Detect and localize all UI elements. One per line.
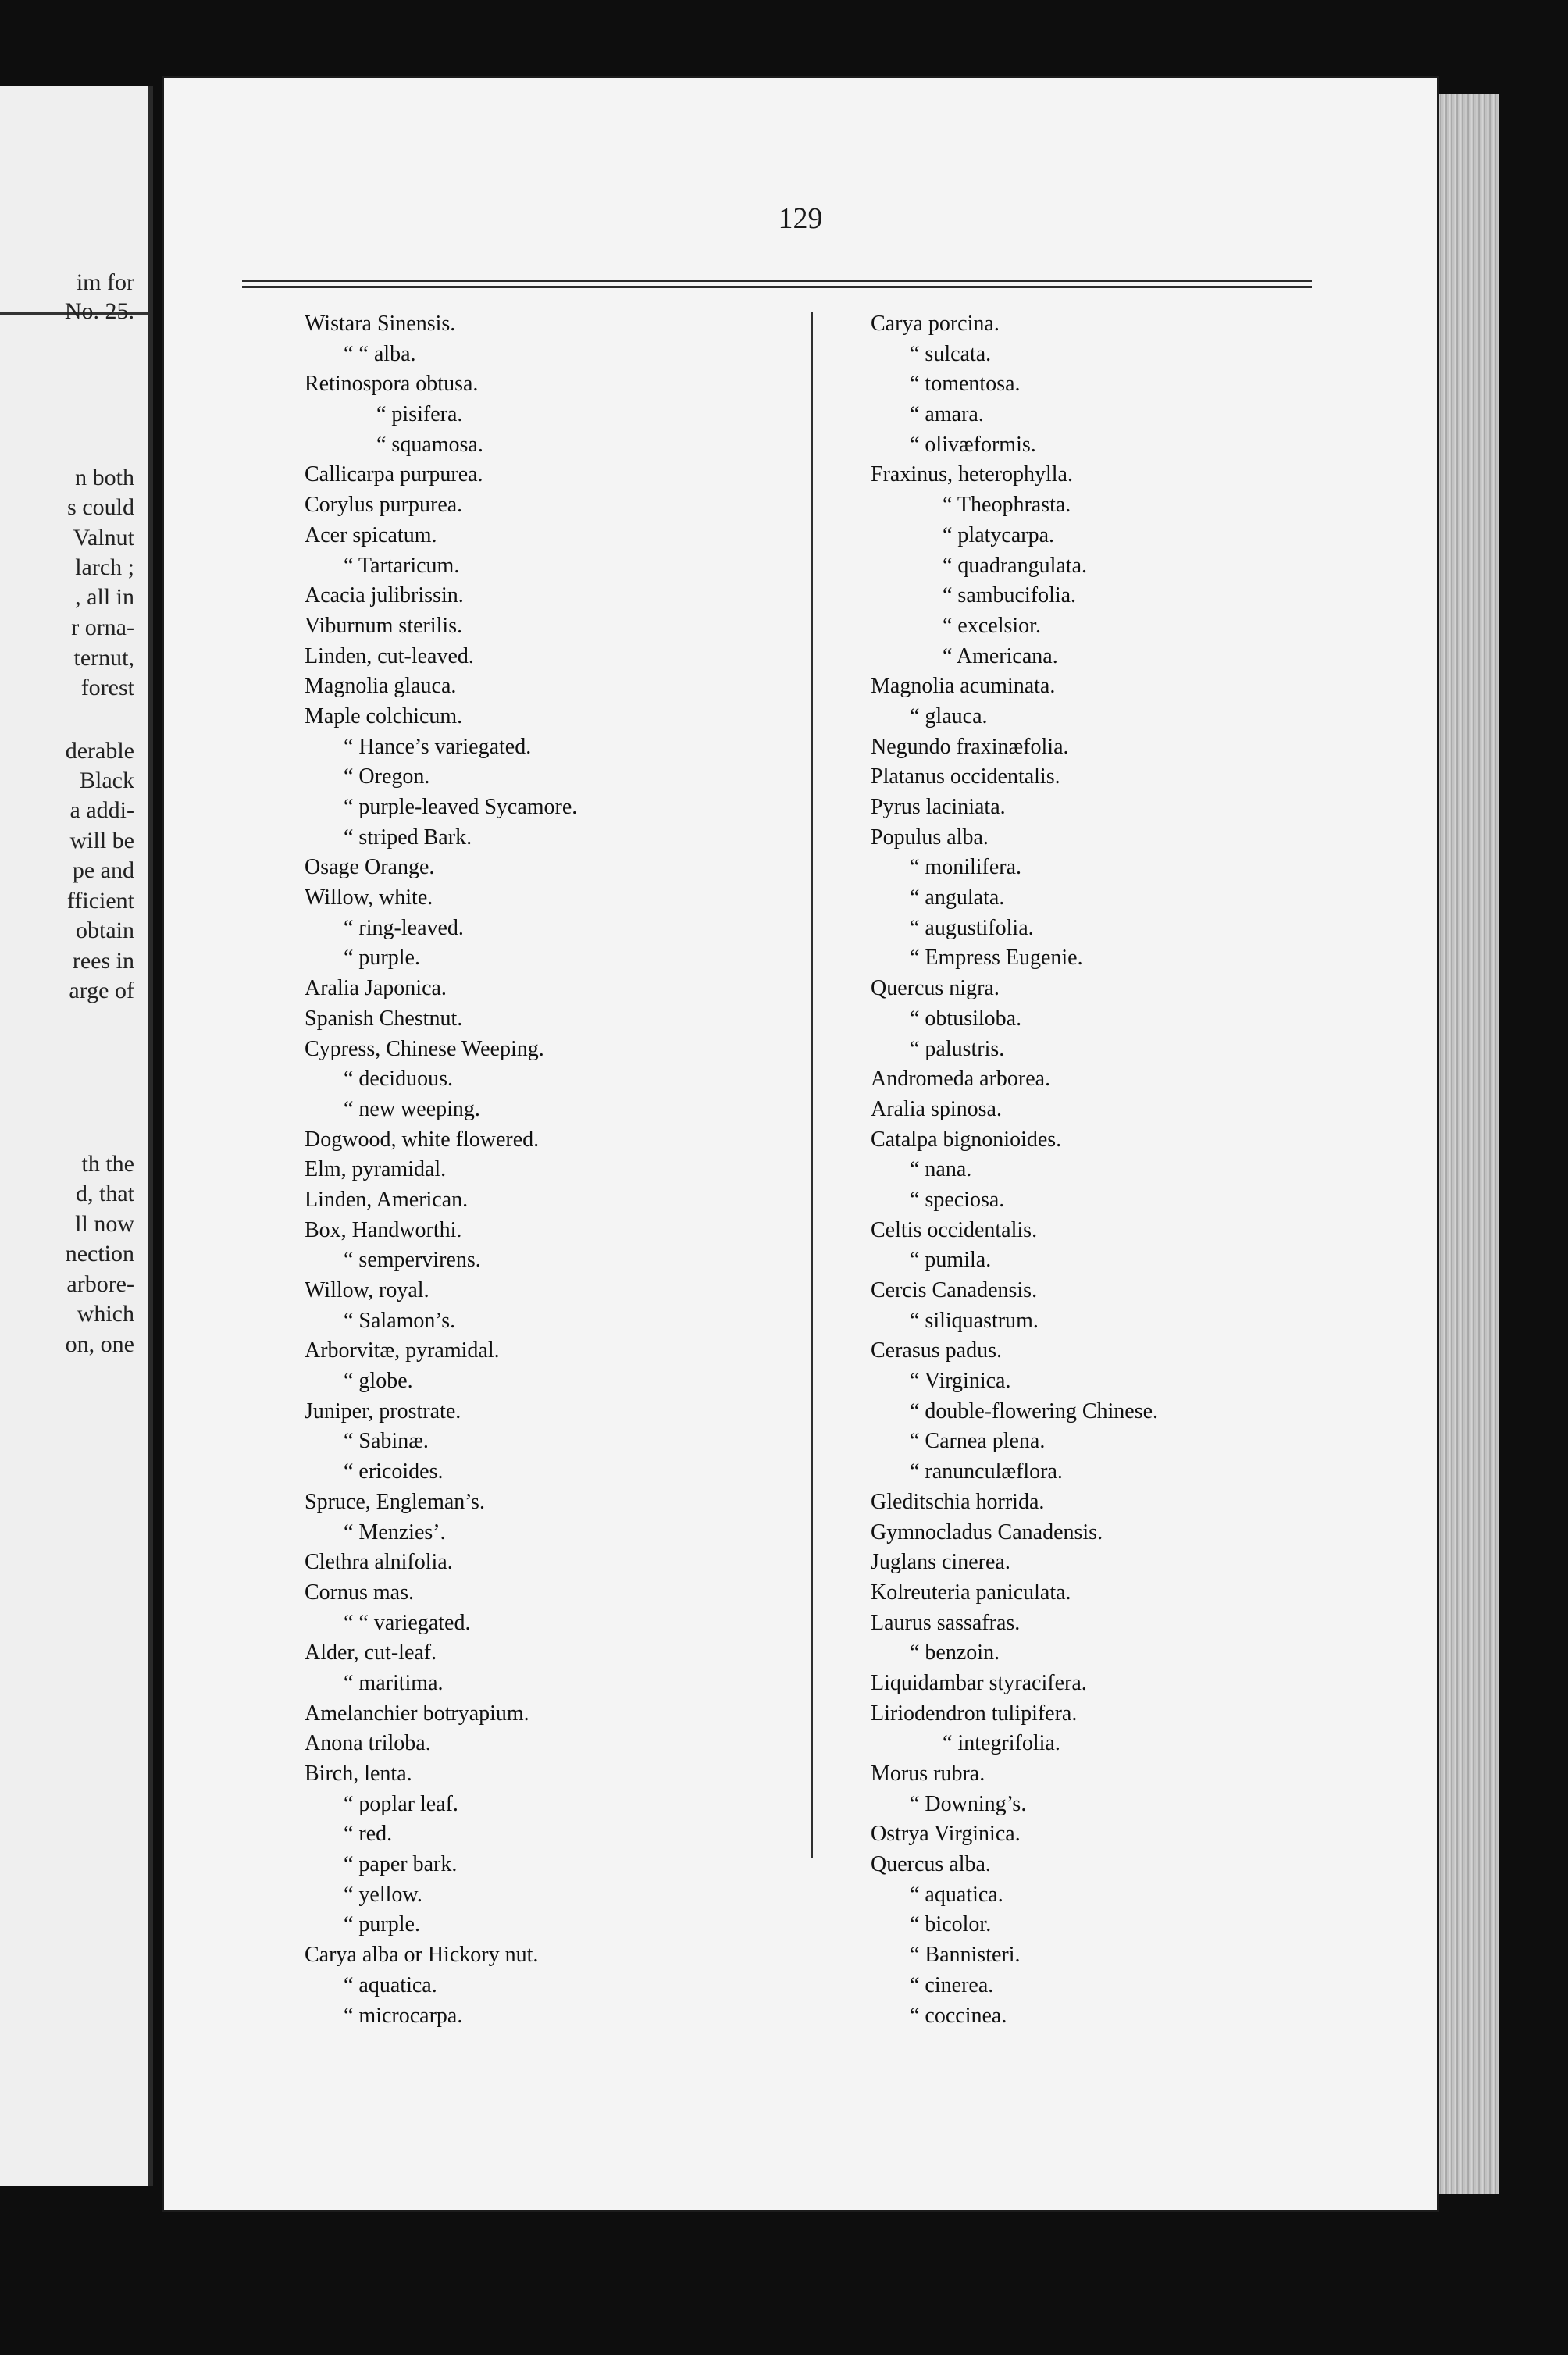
list-item: “ benzoin. bbox=[910, 1641, 1000, 1666]
list-item: “ coccinea. bbox=[910, 2003, 1007, 2028]
list-item: Spanish Chestnut. bbox=[305, 1006, 463, 1031]
left-page-fragment: arbore- bbox=[66, 1271, 134, 1297]
list-item: “ “ variegated. bbox=[344, 1610, 471, 1635]
left-page-fragment: which bbox=[77, 1301, 134, 1327]
list-item: “ ring-leaved. bbox=[344, 915, 464, 940]
list-item: “ integrifolia. bbox=[943, 1731, 1060, 1756]
list-item: “ Theophrasta. bbox=[943, 493, 1071, 518]
list-item: Morus rubra. bbox=[871, 1762, 985, 1786]
list-item: Amelanchier botryapium. bbox=[305, 1701, 529, 1726]
list-item: Andromeda arborea. bbox=[871, 1067, 1051, 1092]
list-item: Cornus mas. bbox=[305, 1580, 414, 1605]
list-item: Anona triloba. bbox=[305, 1731, 431, 1756]
list-item: “ Empress Eugenie. bbox=[910, 946, 1083, 971]
list-item: Retinospora obtusa. bbox=[305, 372, 479, 397]
list-item: “ speciosa. bbox=[910, 1187, 1005, 1212]
left-page-fragment: ll now bbox=[75, 1211, 134, 1237]
list-item: Kolreuteria paniculata. bbox=[871, 1580, 1071, 1605]
list-item: “ squamosa. bbox=[376, 432, 483, 457]
column-divider bbox=[811, 312, 813, 1858]
list-item: Laurus sassafras. bbox=[871, 1610, 1021, 1635]
list-item: Birch, lenta. bbox=[305, 1762, 412, 1786]
list-item: “ Oregon. bbox=[344, 764, 430, 789]
left-page-fragment: forest bbox=[80, 675, 134, 700]
list-item: Callicarpa purpurea. bbox=[305, 462, 483, 487]
list-item: “ augustifolia. bbox=[910, 915, 1034, 940]
list-item: Ostrya Virginica. bbox=[871, 1822, 1021, 1847]
list-item: “ cinerea. bbox=[910, 1972, 994, 1997]
list-item: Acer spicatum. bbox=[305, 522, 437, 547]
list-item: Quercus nigra. bbox=[871, 976, 1000, 1001]
list-item: “ paper bark. bbox=[344, 1852, 458, 1877]
list-item: “ maritima. bbox=[344, 1670, 444, 1695]
left-page-fragment: Valnut bbox=[73, 525, 134, 550]
list-item: Pyrus laciniata. bbox=[871, 795, 1006, 819]
list-item: “ excelsior. bbox=[943, 613, 1041, 638]
list-item: Clethra alnifolia. bbox=[305, 1550, 453, 1575]
left-page-edge bbox=[0, 86, 153, 2186]
list-item: “ siliquastrum. bbox=[910, 1308, 1039, 1333]
list-item: Celtis occidentalis. bbox=[871, 1217, 1038, 1242]
list-item: “ purple. bbox=[344, 946, 420, 971]
left-page-fragment: d, that bbox=[76, 1181, 134, 1206]
list-item: “ purple. bbox=[344, 1912, 420, 1937]
left-page-fragment: No. 25. bbox=[64, 298, 134, 324]
left-page-fragment: Black bbox=[80, 768, 134, 793]
left-page-fragment: on, one bbox=[65, 1331, 134, 1357]
page-number: 129 bbox=[778, 202, 823, 235]
list-item: Liquidambar styracifera. bbox=[871, 1670, 1087, 1695]
left-page-fragment: a addi- bbox=[69, 797, 134, 823]
left-page-fragment: obtain bbox=[76, 917, 134, 943]
page-edges bbox=[1437, 94, 1499, 2194]
list-item: “ Carnea plena. bbox=[910, 1429, 1046, 1454]
list-item: “ Virginica. bbox=[910, 1369, 1011, 1394]
list-item: Wistara Sinensis. bbox=[305, 312, 456, 336]
list-item: “ Bannisteri. bbox=[910, 1943, 1021, 1968]
left-page-fragment: , all in bbox=[75, 584, 134, 610]
header-rule-top bbox=[242, 280, 1312, 282]
list-item: “ aquatica. bbox=[910, 1882, 1003, 1907]
list-item: Box, Handworthi. bbox=[305, 1217, 462, 1242]
list-item: “ Sabinæ. bbox=[344, 1429, 429, 1454]
list-item: Cercis Canadensis. bbox=[871, 1278, 1038, 1302]
list-item: Populus alba. bbox=[871, 825, 989, 850]
list-item: Gymnocladus Canadensis. bbox=[871, 1520, 1103, 1544]
left-page-fragment: larch ; bbox=[75, 554, 134, 580]
list-item: Aralia spinosa. bbox=[871, 1096, 1002, 1121]
list-item: “ red. bbox=[344, 1822, 393, 1847]
list-item: Willow, white. bbox=[305, 885, 433, 910]
list-item: Linden, cut-leaved. bbox=[305, 643, 474, 668]
list-item: “ Menzies’. bbox=[344, 1520, 446, 1544]
list-item: “ Tartaricum. bbox=[344, 553, 460, 578]
list-item: Viburnum sterilis. bbox=[305, 613, 463, 638]
list-item: “ palustris. bbox=[910, 1036, 1005, 1061]
list-item: “ platycarpa. bbox=[943, 522, 1055, 547]
list-item: “ angulata. bbox=[910, 885, 1005, 910]
list-item: “ sempervirens. bbox=[344, 1248, 481, 1273]
list-item: “ pisifera. bbox=[376, 402, 463, 427]
left-page-fragment: r orna- bbox=[71, 615, 134, 640]
left-page-fragment: n both bbox=[75, 465, 134, 490]
header-rule-bottom bbox=[242, 286, 1312, 288]
list-item: Spruce, Engleman’s. bbox=[305, 1489, 485, 1514]
list-item: “ microcarpa. bbox=[344, 2003, 463, 2028]
left-page-fragment: s could bbox=[67, 494, 134, 520]
list-item: “ amara. bbox=[910, 402, 984, 427]
list-item: Liriodendron tulipifera. bbox=[871, 1701, 1078, 1726]
list-item: Aralia Japonica. bbox=[305, 976, 447, 1001]
list-item: Juniper, prostrate. bbox=[305, 1398, 461, 1423]
list-item: Willow, royal. bbox=[305, 1278, 429, 1302]
list-item: “ ranunculæflora. bbox=[910, 1459, 1063, 1484]
list-item: “ purple-leaved Sycamore. bbox=[344, 795, 578, 819]
left-page-fragment: will be bbox=[69, 828, 134, 853]
list-item: Dogwood, white flowered. bbox=[305, 1127, 540, 1152]
list-item: Juglans cinerea. bbox=[871, 1550, 1010, 1575]
list-item: Magnolia acuminata. bbox=[871, 674, 1056, 699]
left-column bbox=[305, 309, 789, 2031]
book-page bbox=[164, 78, 1437, 2210]
list-item: “ bicolor. bbox=[910, 1912, 992, 1937]
list-item: “ nana. bbox=[910, 1157, 972, 1182]
list-item: “ quadrangulata. bbox=[943, 553, 1088, 578]
list-item: “ Downing’s. bbox=[910, 1791, 1027, 1816]
list-item: “ “ alba. bbox=[344, 341, 416, 366]
list-item: “ poplar leaf. bbox=[344, 1791, 458, 1816]
list-item: “ pumila. bbox=[910, 1248, 992, 1273]
list-item: “ sulcata. bbox=[910, 341, 992, 366]
list-item: Gleditschia horrida. bbox=[871, 1489, 1045, 1514]
left-page-fragment: im for bbox=[76, 269, 134, 295]
list-item: “ yellow. bbox=[344, 1882, 422, 1907]
list-item: Carya alba or Hickory nut. bbox=[305, 1943, 539, 1968]
left-page-fragment: arge of bbox=[69, 978, 134, 1003]
list-item: Fraxinus, heterophylla. bbox=[871, 462, 1073, 487]
list-item: “ glauca. bbox=[910, 704, 988, 729]
list-item: “ aquatica. bbox=[344, 1972, 437, 1997]
list-item: “ new weeping. bbox=[344, 1096, 480, 1121]
list-item: “ striped Bark. bbox=[344, 825, 472, 850]
list-item: Quercus alba. bbox=[871, 1852, 991, 1877]
list-item: Cerasus padus. bbox=[871, 1338, 1002, 1363]
list-item: “ Americana. bbox=[943, 643, 1058, 668]
left-page-fragment: th the bbox=[81, 1151, 134, 1177]
list-item: Maple colchicum. bbox=[305, 704, 463, 729]
list-item: “ Hance’s variegated. bbox=[344, 734, 532, 759]
left-page-fragment: rees in bbox=[72, 948, 134, 974]
list-item: Arborvitæ, pyramidal. bbox=[305, 1338, 500, 1363]
left-page-fragment: nection bbox=[65, 1241, 134, 1267]
left-page-fragment: pe and bbox=[72, 857, 134, 883]
left-page-fragment: ternut, bbox=[73, 645, 134, 671]
list-item: “ ericoides. bbox=[344, 1459, 444, 1484]
list-item: “ Salamon’s. bbox=[344, 1308, 456, 1333]
list-item: “ globe. bbox=[344, 1369, 413, 1394]
left-page-fragment: fficient bbox=[66, 888, 134, 914]
left-page-fragment: derable bbox=[65, 738, 134, 764]
list-item: “ obtusiloba. bbox=[910, 1006, 1022, 1031]
list-item: “ monilifera. bbox=[910, 855, 1022, 880]
list-item: Magnolia glauca. bbox=[305, 674, 457, 699]
list-item: Platanus occidentalis. bbox=[871, 764, 1060, 789]
list-item: Acacia julibrissin. bbox=[305, 583, 464, 608]
right-column bbox=[871, 309, 1355, 2031]
list-item: “ tomentosa. bbox=[910, 372, 1021, 397]
list-item: “ deciduous. bbox=[344, 1067, 453, 1092]
list-item: “ olivæformis. bbox=[910, 432, 1036, 457]
list-item: Negundo fraxinæfolia. bbox=[871, 734, 1069, 759]
list-item: “ double-flowering Chinese. bbox=[910, 1398, 1159, 1423]
list-item: Linden, American. bbox=[305, 1187, 469, 1212]
list-item: Catalpa bignonioides. bbox=[871, 1127, 1062, 1152]
list-item: Elm, pyramidal. bbox=[305, 1157, 447, 1182]
list-item: Carya porcina. bbox=[871, 312, 1000, 336]
list-item: Cypress, Chinese Weeping. bbox=[305, 1036, 544, 1061]
list-item: Corylus purpurea. bbox=[305, 493, 463, 518]
list-item: Osage Orange. bbox=[305, 855, 435, 880]
list-item: “ sambucifolia. bbox=[943, 583, 1077, 608]
list-item: Alder, cut-leaf. bbox=[305, 1641, 437, 1666]
